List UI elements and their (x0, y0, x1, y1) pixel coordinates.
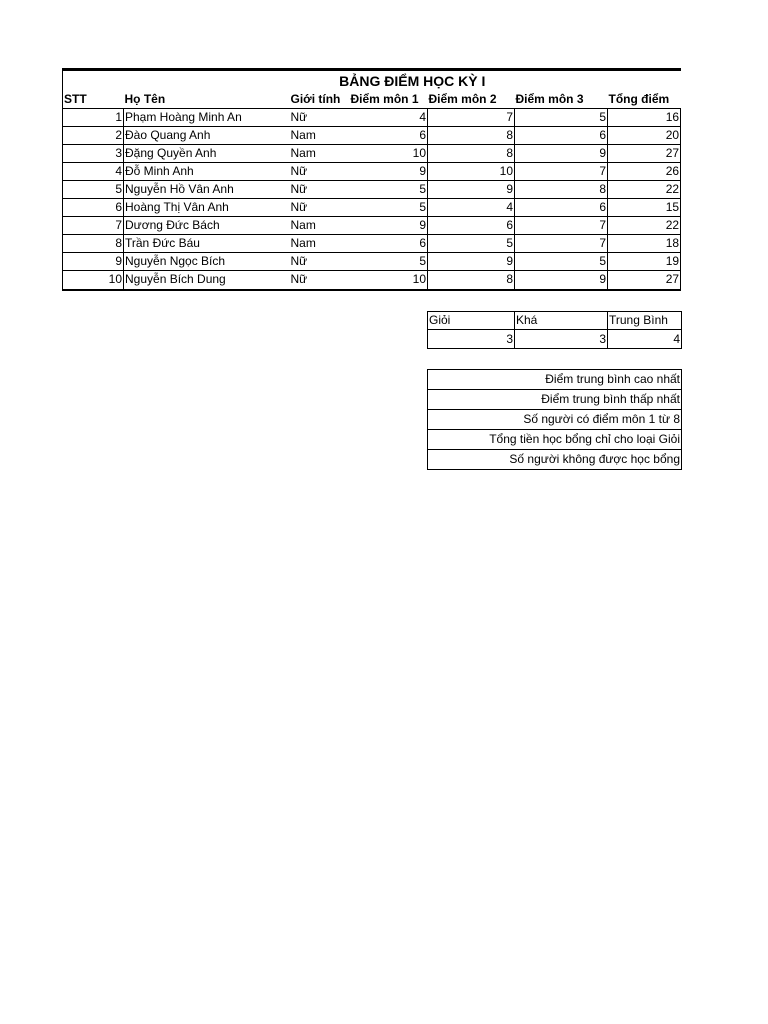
count-gioi[interactable]: 3 (428, 330, 515, 349)
table-row (63, 163, 681, 181)
table-row (63, 235, 681, 253)
cell-score-3[interactable]: 8 (515, 181, 608, 199)
title-row (63, 70, 681, 92)
cell-total[interactable]: 26 (608, 163, 681, 181)
cell-stt[interactable]: 9 (63, 253, 124, 271)
header-score-3[interactable]: Điểm môn 3 (515, 91, 608, 109)
header-total[interactable]: Tổng điểm (608, 91, 681, 109)
classification-header-row (428, 312, 682, 330)
cell-stt[interactable]: 2 (63, 127, 124, 145)
summary-row (428, 390, 682, 410)
cell-score-2[interactable]: 5 (428, 235, 515, 253)
cell-name[interactable]: Trần Đức Báu (124, 235, 290, 253)
classification-value-row (428, 330, 682, 349)
cell-score-2[interactable]: 6 (428, 217, 515, 235)
summary-scholarship-total[interactable]: Tổng tiền học bổng chỉ cho loại Giỏi (428, 430, 682, 450)
summary-highest-average[interactable]: Điểm trung bình cao nhất (428, 370, 682, 390)
table-row (63, 145, 681, 163)
header-trung-binh[interactable]: Trung Bình (608, 312, 682, 330)
cell-score-1[interactable]: 6 (350, 235, 428, 253)
cell-score-1[interactable]: 5 (350, 253, 428, 271)
cell-total[interactable]: 16 (608, 109, 681, 127)
score-table (62, 68, 681, 291)
cell-name[interactable]: Nguyễn Hồ Vân Anh (124, 181, 290, 199)
cell-total[interactable]: 22 (608, 217, 681, 235)
cell-score-3[interactable]: 6 (515, 127, 608, 145)
cell-total[interactable]: 15 (608, 199, 681, 217)
cell-score-2[interactable]: 10 (428, 163, 515, 181)
cell-score-3[interactable]: 7 (515, 217, 608, 235)
table-row (63, 199, 681, 217)
cell-score-3[interactable]: 6 (515, 199, 608, 217)
cell-total[interactable]: 19 (608, 253, 681, 271)
summary-row (428, 370, 682, 390)
cell-name[interactable]: Hoàng Thị Vân Anh (124, 199, 290, 217)
summary-no-scholarship[interactable]: Số người không được học bổng (509, 452, 680, 466)
cell-stt[interactable]: 4 (63, 163, 124, 181)
cell-score-1[interactable]: 6 (350, 127, 428, 145)
cell-score-2[interactable]: 7 (428, 109, 515, 127)
cell-name[interactable]: Đào Quang Anh (124, 127, 290, 145)
cell-score-1[interactable]: 9 (350, 163, 428, 181)
header-kha[interactable]: Khá (515, 312, 608, 330)
count-kha[interactable]: 3 (515, 330, 608, 349)
count-trung-binh[interactable]: 4 (608, 330, 682, 349)
cell-stt[interactable]: 8 (63, 235, 124, 253)
cell-stt[interactable]: 6 (63, 199, 124, 217)
cell-total[interactable]: 27 (608, 271, 681, 290)
summary-table (427, 369, 682, 470)
cell-name[interactable]: Dương Đức Bách (124, 217, 290, 235)
header-row (63, 91, 681, 109)
cell-score-1[interactable]: 4 (350, 109, 428, 127)
cell-score-3[interactable]: 7 (515, 235, 608, 253)
cell-score-3[interactable]: 9 (515, 145, 608, 163)
cell-gender[interactable]: Nam (290, 217, 350, 235)
cell-stt[interactable]: 5 (63, 181, 124, 199)
cell-stt[interactable]: 7 (63, 217, 124, 235)
header-gioi[interactable]: Giỏi (428, 312, 515, 330)
cell-score-1[interactable]: 9 (350, 217, 428, 235)
cell-name[interactable]: Phạm Hoàng Minh An (124, 109, 290, 127)
cell-score-2[interactable]: 8 (428, 271, 515, 290)
table-row (63, 109, 681, 127)
cell-gender[interactable]: Nam (290, 127, 350, 145)
summary-row (428, 450, 682, 470)
summary-lowest-average[interactable]: Điểm trung bình thấp nhất (428, 390, 682, 410)
cell-name[interactable]: Đỗ Minh Anh (124, 163, 290, 181)
classification-table (427, 311, 682, 349)
cell-stt[interactable]: 10 (63, 271, 124, 290)
cell-total[interactable]: 22 (608, 181, 681, 199)
cell-name[interactable]: Nguyễn Bích Dung (125, 272, 226, 287)
cell-total[interactable]: 20 (608, 127, 681, 145)
cell-gender[interactable]: Nam (290, 145, 350, 163)
cell-score-1[interactable]: 5 (350, 199, 428, 217)
header-name[interactable]: Họ Tên (124, 91, 290, 109)
cell-stt[interactable]: 1 (63, 109, 124, 127)
cell-gender[interactable]: Nữ (290, 199, 350, 217)
summary-row (428, 410, 682, 430)
cell-score-1[interactable]: 10 (350, 145, 428, 163)
header-score-1[interactable]: Điểm môn 1 (350, 91, 428, 109)
cell-gender[interactable]: Nữ (290, 163, 350, 181)
table-row (63, 271, 681, 290)
cell-score-1[interactable]: 10 (350, 271, 428, 290)
table-row (63, 217, 681, 235)
header-score-2[interactable]: Điểm môn 2 (428, 91, 515, 109)
cell-score-3[interactable]: 5 (515, 109, 608, 127)
cell-name[interactable]: Nguyễn Ngọc Bích (124, 253, 290, 271)
sheet-title[interactable]: BẢNG ĐIỂM HỌC KỲ I (339, 73, 486, 89)
summary-row (428, 430, 682, 450)
cell-gender[interactable]: Nữ (290, 253, 350, 271)
header-stt[interactable]: STT (63, 91, 124, 109)
cell-stt[interactable]: 3 (63, 145, 124, 163)
cell-gender[interactable]: Nữ (290, 109, 350, 127)
cell-gender[interactable]: Nam (290, 235, 350, 253)
cell-score-1[interactable]: 5 (350, 181, 428, 199)
cell-score-3[interactable]: 5 (515, 253, 608, 271)
cell-score-2[interactable]: 9 (428, 253, 515, 271)
cell-score-2[interactable]: 4 (428, 199, 515, 217)
table-row (63, 253, 681, 271)
header-gender[interactable]: Giới tính (290, 91, 350, 109)
cell-total[interactable]: 18 (608, 235, 681, 253)
cell-gender[interactable]: Nữ (290, 181, 350, 199)
cell-score-3[interactable]: 9 (515, 271, 608, 290)
cell-total[interactable]: 27 (608, 145, 681, 163)
cell-score-2[interactable]: 8 (428, 145, 515, 163)
cell-score-3[interactable]: 7 (515, 163, 608, 181)
table-row (63, 127, 681, 145)
cell-score-2[interactable]: 8 (428, 127, 515, 145)
cell-score-2[interactable]: 9 (428, 181, 515, 199)
summary-score1-from-8[interactable]: Số người có điểm môn 1 từ 8 (428, 410, 682, 430)
cell-gender[interactable]: Nữ (290, 272, 308, 287)
table-row (63, 181, 681, 199)
cell-name[interactable]: Đặng Quyền Anh (124, 145, 290, 163)
